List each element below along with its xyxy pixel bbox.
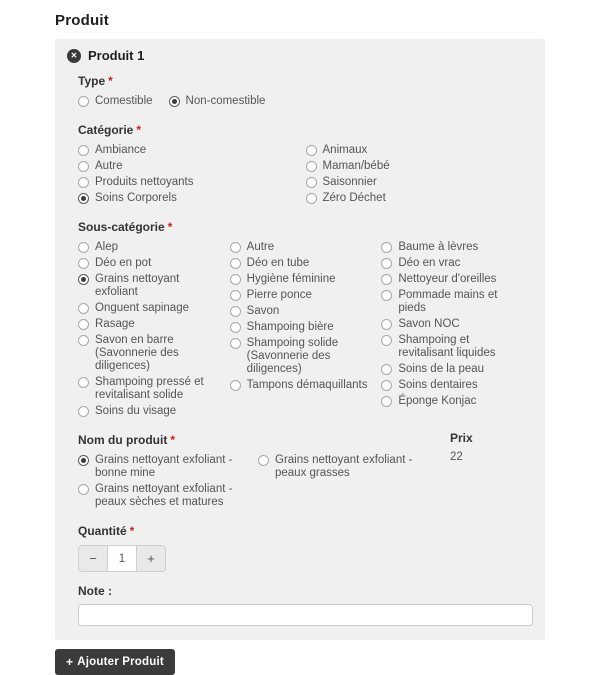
sous-categorie-radio-option[interactable] <box>230 289 372 302</box>
radio-label: Shampoing et revitalisant liquides <box>398 334 496 359</box>
sous-categorie-radio-option[interactable] <box>78 302 220 315</box>
quantite-label: Quantité <box>78 524 127 538</box>
radio-label: Autre <box>95 160 123 172</box>
prix-column <box>450 431 530 463</box>
radio-icon <box>78 145 89 156</box>
required-asterisk: * <box>167 220 173 234</box>
categorie-radio-option[interactable] <box>78 192 296 205</box>
required-asterisk: * <box>136 123 142 137</box>
radio-icon <box>306 145 317 156</box>
sous-categorie-radio-option[interactable] <box>381 318 523 331</box>
radio-icon <box>78 274 89 285</box>
sous-categorie-label: Sous-catégorie <box>78 220 165 234</box>
categorie-radio-option[interactable] <box>306 144 524 157</box>
categorie-radio-option[interactable] <box>306 192 524 205</box>
note-input[interactable] <box>78 604 533 626</box>
sous-categorie-col-1 <box>78 241 230 421</box>
radio-icon <box>230 338 241 349</box>
radio-label: Animaux <box>322 144 368 156</box>
radio-icon <box>78 193 89 204</box>
sous-categorie-radio-option[interactable] <box>78 241 220 254</box>
radio-icon <box>306 177 317 188</box>
radio-icon <box>78 319 89 330</box>
radio-label: Hygiène féminine <box>246 273 336 285</box>
radio-label: Shampoing pressé et revitalisant solide <box>95 376 204 401</box>
type-options <box>78 95 533 111</box>
sous-categorie-radio-option[interactable] <box>230 241 372 254</box>
product-panel <box>55 39 545 640</box>
field-quantite <box>78 522 533 572</box>
radio-label: Shampoing solide (Savonnerie des diligences) <box>246 337 339 375</box>
radio-label: Ambiance <box>95 144 147 156</box>
radio-icon <box>381 364 392 375</box>
sous-categorie-radio-option[interactable] <box>381 241 523 254</box>
sous-categorie-radio-option[interactable] <box>78 334 220 373</box>
radio-icon <box>78 377 89 388</box>
radio-icon <box>381 290 392 301</box>
sous-categorie-radio-option[interactable] <box>381 289 523 315</box>
categorie-col-1 <box>78 144 306 208</box>
categorie-col-2 <box>306 144 534 208</box>
radio-icon <box>230 274 241 285</box>
product-header <box>67 48 533 63</box>
add-product-button[interactable] <box>55 649 175 675</box>
categorie-label: Catégorie <box>78 123 134 137</box>
categorie-radio-option[interactable] <box>306 160 524 173</box>
categorie-radio-option[interactable] <box>78 160 296 173</box>
required-asterisk: * <box>170 433 175 447</box>
sous-categorie-radio-option[interactable] <box>78 257 220 270</box>
sous-categorie-radio-option[interactable] <box>230 305 372 318</box>
radio-icon <box>230 380 241 391</box>
radio-icon <box>78 96 89 107</box>
quantity-input[interactable] <box>107 546 137 571</box>
radio-label: Onguent sapinage <box>95 302 189 314</box>
radio-label: Grains nettoyant exfoliant - peaux sèches et matures <box>95 483 233 508</box>
radio-icon <box>381 242 392 253</box>
radio-label: Nettoyeur d'oreilles <box>398 273 497 285</box>
radio-label: Soins de la peau <box>398 363 485 375</box>
sous-categorie-radio-option[interactable] <box>230 321 372 334</box>
note-label: Note : <box>78 584 112 598</box>
sous-categorie-radio-option[interactable] <box>230 273 372 286</box>
radio-icon <box>78 177 89 188</box>
sous-categorie-radio-option[interactable] <box>381 379 523 392</box>
field-type <box>78 72 533 111</box>
radio-label: Shampoing bière <box>246 321 334 333</box>
sous-categorie-radio-option[interactable] <box>230 337 372 376</box>
radio-icon <box>381 380 392 391</box>
radio-icon <box>381 396 392 407</box>
quantity-increment-button[interactable]: + <box>137 546 165 571</box>
nom-col-2 <box>258 454 438 512</box>
quantity-decrement-button[interactable]: − <box>79 546 107 571</box>
sous-categorie-col-3 <box>381 241 533 411</box>
sous-categorie-radio-option[interactable] <box>381 273 523 286</box>
sous-categorie-radio-option[interactable] <box>230 379 372 392</box>
radio-label: Savon en barre (Savonnerie des diligences) <box>95 334 179 372</box>
radio-label: Produits nettoyants <box>95 176 194 188</box>
radio-label: Autre <box>246 241 275 253</box>
radio-label: Alep <box>95 241 119 253</box>
radio-label: Savon NOC <box>398 318 460 330</box>
nom-produit-label: Nom du produit <box>78 433 168 447</box>
radio-label: Pommade mains et pieds <box>398 289 498 314</box>
radio-icon <box>78 303 89 314</box>
radio-icon <box>306 161 317 172</box>
radio-icon <box>230 258 241 269</box>
quantity-stepper <box>78 545 166 572</box>
radio-label: Soins du visage <box>95 405 177 417</box>
plus-icon: + <box>66 655 74 669</box>
product-fields <box>78 72 533 626</box>
radio-label: Zéro Déchet <box>322 192 386 204</box>
type-radio-option[interactable] <box>169 95 266 108</box>
radio-label: Pierre ponce <box>246 289 312 301</box>
radio-icon <box>230 290 241 301</box>
prix-label: Prix <box>450 431 473 445</box>
field-note <box>78 582 533 626</box>
required-asterisk: * <box>108 74 113 88</box>
required-asterisk: * <box>129 524 135 538</box>
nom-radio-option[interactable] <box>78 483 246 509</box>
field-nom-produit <box>78 431 533 512</box>
sous-categorie-radio-option[interactable] <box>381 395 523 408</box>
radio-icon <box>78 484 89 495</box>
radio-icon <box>78 161 89 172</box>
radio-icon <box>169 96 180 107</box>
radio-icon <box>78 242 89 253</box>
field-sous-categorie <box>78 218 533 421</box>
categorie-radio-option[interactable] <box>306 176 524 189</box>
sous-categorie-radio-option[interactable] <box>78 405 220 418</box>
radio-icon <box>78 406 89 417</box>
radio-icon <box>306 193 317 204</box>
radio-icon <box>381 274 392 285</box>
nom-col-1 <box>78 454 258 512</box>
sous-categorie-radio-option[interactable] <box>78 318 220 331</box>
sous-categorie-radio-option[interactable] <box>381 257 523 270</box>
radio-icon <box>381 258 392 269</box>
sous-categorie-col-2 <box>230 241 382 395</box>
radio-label: Saisonnier <box>322 176 377 188</box>
sous-categorie-radio-option[interactable] <box>230 257 372 270</box>
radio-label: Comestible <box>95 95 153 107</box>
radio-icon <box>381 335 392 346</box>
sous-categorie-radio-option[interactable] <box>381 334 523 360</box>
add-product-label: Ajouter Produit <box>77 656 164 668</box>
field-categorie <box>78 121 533 208</box>
radio-label: Grains nettoyant exfoliant <box>95 273 180 298</box>
radio-label: Soins Corporels <box>95 192 177 204</box>
remove-product-icon[interactable]: ✕ <box>67 49 81 63</box>
radio-label: Tampons démaquillants <box>246 379 368 391</box>
nom-radio-option[interactable] <box>258 454 426 480</box>
radio-icon <box>230 306 241 317</box>
prix-value: 22 <box>450 451 463 463</box>
radio-icon <box>78 455 89 466</box>
radio-label: Non-comestible <box>185 95 266 107</box>
sous-categorie-radio-option[interactable] <box>78 273 220 299</box>
categorie-radio-option[interactable] <box>78 144 296 157</box>
radio-label: Rasage <box>95 318 135 330</box>
sous-categorie-radio-option[interactable] <box>78 376 220 402</box>
radio-icon <box>381 319 392 330</box>
type-label: Type <box>78 74 106 88</box>
page-title: Produit <box>55 12 109 29</box>
radio-icon <box>230 322 241 333</box>
radio-icon <box>230 242 241 253</box>
radio-icon <box>78 335 89 346</box>
radio-label: Soins dentaires <box>398 379 478 391</box>
radio-label: Déo en tube <box>246 257 310 269</box>
radio-label: Déo en pot <box>95 257 152 269</box>
type-radio-option[interactable] <box>78 95 153 108</box>
radio-label: Baume à lèvres <box>398 241 479 253</box>
radio-label: Déo en vrac <box>398 257 461 269</box>
sous-categorie-radio-option[interactable] <box>381 363 523 376</box>
product-title: Produit 1 <box>88 48 145 63</box>
radio-label: Maman/bébé <box>322 160 390 172</box>
radio-label: Grains nettoyant exfoliant - peaux grasses <box>275 454 413 479</box>
radio-label: Savon <box>246 305 280 317</box>
radio-label: Éponge Konjac <box>398 395 477 407</box>
nom-radio-option[interactable] <box>78 454 246 480</box>
radio-icon <box>78 258 89 269</box>
radio-label: Grains nettoyant exfoliant - bonne mine <box>95 454 233 479</box>
radio-icon <box>258 455 269 466</box>
categorie-radio-option[interactable] <box>78 176 296 189</box>
